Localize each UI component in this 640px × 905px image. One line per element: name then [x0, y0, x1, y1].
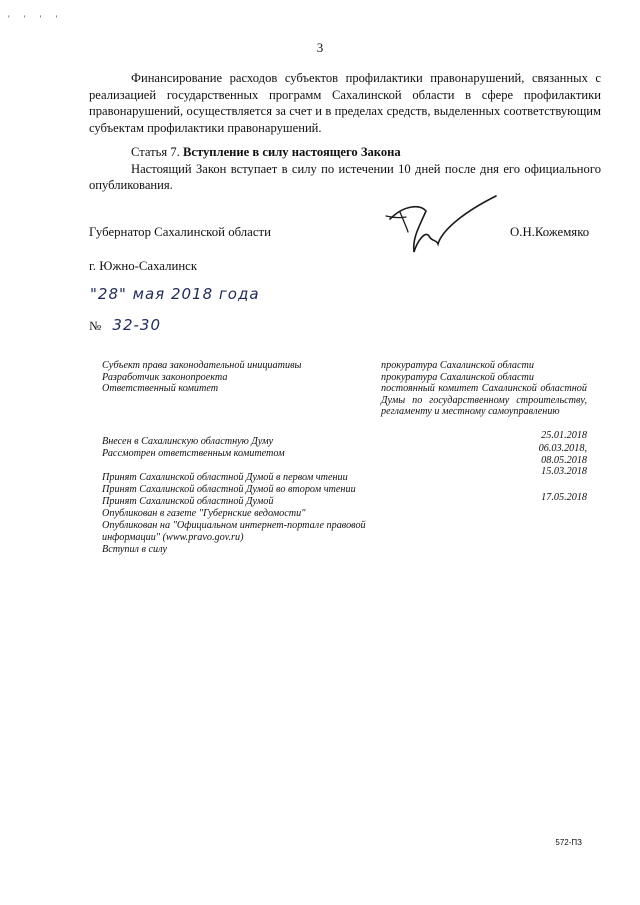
event-date-3: 15.03.2018 [541, 466, 587, 477]
article-7-text: Настоящий Закон вступает в силу по истечении 10 дней после дня его официального опубликования. [89, 161, 601, 193]
law-number: 32-30 [112, 316, 162, 334]
event-label-3: Принят Сахалинской областной Думой в первом чтении [102, 472, 348, 483]
governor-signature-icon [376, 192, 501, 272]
event-label-5: Принят Сахалинской областной Думой [102, 496, 274, 507]
article-7-number: Статья 7. [131, 145, 180, 159]
developer-value: прокуратура Сахалинской области [381, 371, 534, 383]
event-label-0: Внесен в Сахалинскую областную Думу [102, 436, 274, 447]
page-number: 3 [316, 40, 324, 55]
event-date-0: 25.01.2018 [541, 430, 587, 441]
event-date-2: 08.05.2018 [541, 455, 587, 466]
metadata-labels [102, 360, 301, 395]
law-number-label: № [89, 319, 102, 333]
initiative-subject-label: Субъект права законодательной инициативы [102, 360, 302, 371]
document-code: 572-ПЗ [555, 838, 582, 847]
article-7-heading [89, 144, 601, 161]
responsible-committee-label: Ответственный комитет [102, 383, 219, 395]
event-label-7: Опубликован на "Официальном интернет-портале правовой информации" (www.pravo.gov.ru) [102, 520, 366, 543]
event-date-5: 17.05.2018 [541, 492, 587, 503]
initiative-subject-value: прокуратура Сахалинской области [381, 360, 534, 371]
responsible-committee-value: постоянный комитет Сахалинской областной Думы по государственному строительству, регламенту и местному самоуправлению [381, 383, 587, 418]
signature-position: Губернатор Сахалинской области [89, 225, 271, 239]
event-label-8: Вступил в силу [102, 544, 167, 555]
event-label-1: Рассмотрен ответственным комитетом [102, 448, 285, 459]
financing-paragraph [89, 70, 601, 136]
article-7 [89, 144, 601, 194]
scan-specks: ' ' ' ' [8, 14, 64, 24]
law-number-line [89, 316, 161, 334]
event-label-4: Принят Сахалинской областной Думой во втором чтении [102, 484, 356, 495]
event-label-6: Опубликован в газете "Губернские ведомости" [102, 508, 306, 519]
article-7-title: Вступление в силу настоящего Закона [182, 145, 401, 159]
developer-label: Разработчик законопроекта [102, 371, 228, 383]
city: г. Южно-Сахалинск [89, 259, 198, 273]
handwritten-date: "28" мая 2018 года [90, 285, 260, 303]
metadata-values [381, 360, 587, 418]
financing-paragraph-text: Финансирование расходов субъектов профилактики правонарушений, связанных с реализацией государственных программ Сахалинской области в сфере профилактики правонарушений, осуществляется за счет и в пределах средств, выделенных соответствующим субъектам профилактики правонарушений. [89, 71, 601, 135]
event-date-1: 06.03.2018, [538, 443, 587, 454]
signature-name: О.Н.Кожемяко [510, 225, 590, 239]
